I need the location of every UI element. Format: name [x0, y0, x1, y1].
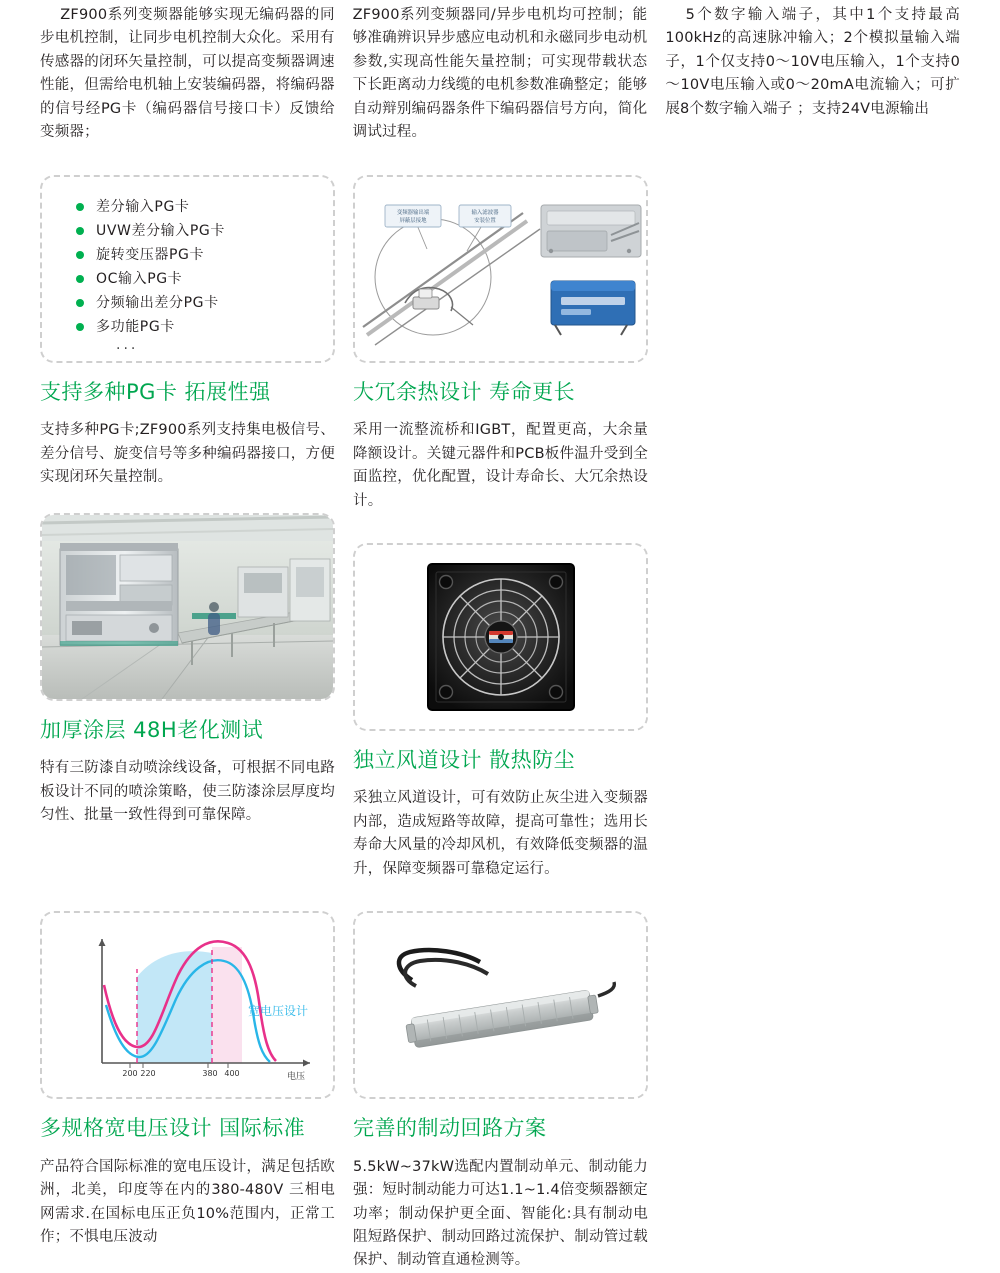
feature-air-duct-image — [353, 543, 648, 731]
feature-description: 采用一流整流桥和IGBT，配置更高，大余量降额设计。关键元器件和PCB板件温升受到全面监控，优化配置，设计寿命长、大冗余热设计。 — [353, 422, 648, 509]
svg-text:变频器输出端: 变频器输出端 — [396, 209, 430, 216]
operating-band-fill — [137, 951, 212, 1063]
coating-line-photo — [42, 515, 333, 699]
feature-brake-circuit — [353, 911, 648, 1273]
feature-pg-card — [40, 175, 335, 513]
intro-row — [40, 0, 960, 145]
feature-brake-circuit-image — [353, 911, 648, 1099]
wide-band-fill — [212, 947, 242, 1063]
coating-machine — [60, 543, 178, 645]
x-tick-label: 220 — [140, 1069, 156, 1079]
x-axis-label: 电压 — [286, 1072, 306, 1083]
operator-silhouette — [208, 602, 220, 635]
feature-pg-card-image — [40, 175, 335, 363]
feature-wide-voltage-image — [40, 911, 335, 1099]
feature-description: 特有三防漆自动喷涂线设备，可根据不同电路板设计不同的喷涂策略，使三防漆涂层厚度均匀性、批量一致性得到可靠保障。 — [40, 760, 335, 824]
feature-title: 大冗余热设计 寿命更长 — [353, 379, 576, 404]
feature-coating-test-image — [40, 513, 335, 701]
brake-resistor-photo — [355, 913, 646, 1097]
feature-description: 支持多种PG卡;ZF900系列支持集电极信号、差分信号、旋变信号等多种编码器接口，方便实现闭环矢量控制。 — [40, 422, 335, 486]
emc-filter-photo — [541, 205, 641, 257]
intro-text-1: ZF900系列变频器能够实现无编码器的同步电机控制，让同步电机控制大众化。采用有传感器的闭环矢量控制，可以提高变频器调速性能，但需给电机轴上安装编码器，将编码器的信号经PG卡（编码器信号接口卡）反馈给变频器； — [40, 7, 335, 141]
resistor-lead — [598, 982, 614, 996]
list-item: 旋转变压器PG卡 — [76, 243, 313, 267]
feature-coating-test — [40, 513, 335, 881]
intro-column-1 — [40, 4, 335, 145]
bullet-list-ellipsis: ··· — [116, 341, 139, 358]
wiring-schematic — [355, 177, 646, 361]
wide-voltage-chart — [42, 913, 333, 1097]
feature-title: 多规格宽电压设计 国际标准 — [40, 1116, 306, 1141]
feature-title: 独立风道设计 散热防尘 — [353, 748, 576, 773]
pg-card-bullet-list — [42, 177, 333, 361]
factory-photo-illustration — [42, 515, 333, 699]
chart-annotation: 宽电压设计 — [248, 1004, 309, 1019]
list-item: UVW差分输入PG卡 — [76, 219, 313, 243]
schematic-drawing — [355, 177, 648, 363]
feature-thermal-design — [353, 175, 648, 513]
feature-air-duct — [353, 543, 648, 881]
intro-column-2 — [353, 4, 648, 145]
resistor-lead — [405, 960, 488, 986]
blue-filter-photo — [551, 281, 635, 335]
intro-text-2: ZF900系列变频器同/异步电机均可控制；能够准确辨识异步感应电动机和永磁同步电动机参数,实现高性能矢量控制；可实现带载状态下长距离动力线缆的电机参数准确整定；能够自动辩别编码器条件下编码器信号方向，简化调试过程。 — [352, 7, 648, 141]
list-item: 分频输出差分PG卡 — [76, 291, 313, 315]
svg-text:安装位置: 安装位置 — [474, 217, 496, 224]
intro-column-3 — [665, 4, 960, 145]
cooling-fan-photo — [355, 545, 646, 729]
svg-text:屏蔽层接地: 屏蔽层接地 — [399, 217, 427, 224]
feature-title: 完善的制动回路方案 — [353, 1116, 547, 1141]
svg-text:输入滤波器: 输入滤波器 — [471, 209, 499, 216]
feature-description: 采独立风道设计，可有效防止灰尘进入变频器内部，造成短路等故障，提高可靠性；选用长寿命大风量的冷却风机，有效降低变频器的温升，保障变频器可靠稳定运行。 — [353, 790, 648, 877]
resistor-illustration — [376, 930, 626, 1080]
fan-illustration — [426, 562, 576, 712]
x-tick-label: 200 — [122, 1069, 138, 1079]
feature-title: 支持多种PG卡 拓展性强 — [40, 379, 271, 404]
list-item: 差分输入PG卡 — [76, 195, 313, 219]
intro-text-3: 5个数字输入端子，其中1个支持最高100kHz的高速脉冲输入；2个模拟量输入端子，1个仅支持0～10V电压输入，1个支持0～10V电压输入或0～20mA电流输入；可扩展8个数字输入端子 ；支持24V电源输出 — [665, 7, 961, 117]
x-tick-label: 400 — [224, 1069, 240, 1079]
x-tick-label: 380 — [202, 1069, 218, 1079]
voltage-curve-chart — [42, 913, 333, 1097]
feature-grid — [40, 175, 960, 1273]
feature-title: 加厚涂层 48H老化测试 — [40, 718, 264, 743]
list-item: OC输入PG卡 — [76, 267, 313, 291]
feature-thermal-design-image — [353, 175, 648, 363]
feature-wide-voltage — [40, 911, 335, 1273]
feature-description: 产品符合国际标准的宽电压设计，满足包括欧洲，北美，印度等在内的380-480V 三相电网需求.在国标电压正负10%范围内，正常工作；不惧电压波动 — [40, 1158, 335, 1245]
feature-description: 5.5kW~37kW选配内置制动单元、制动能力强：短时制动能力可达1.1~1.4倍变频器额定功率；制动保护更全面、智能化:具有制动电阻短路保护、制动回路过流保护、制动管过载保护、制动管直通检测等。 — [353, 1158, 648, 1269]
list-item: 多功能PG卡 — [76, 315, 313, 339]
